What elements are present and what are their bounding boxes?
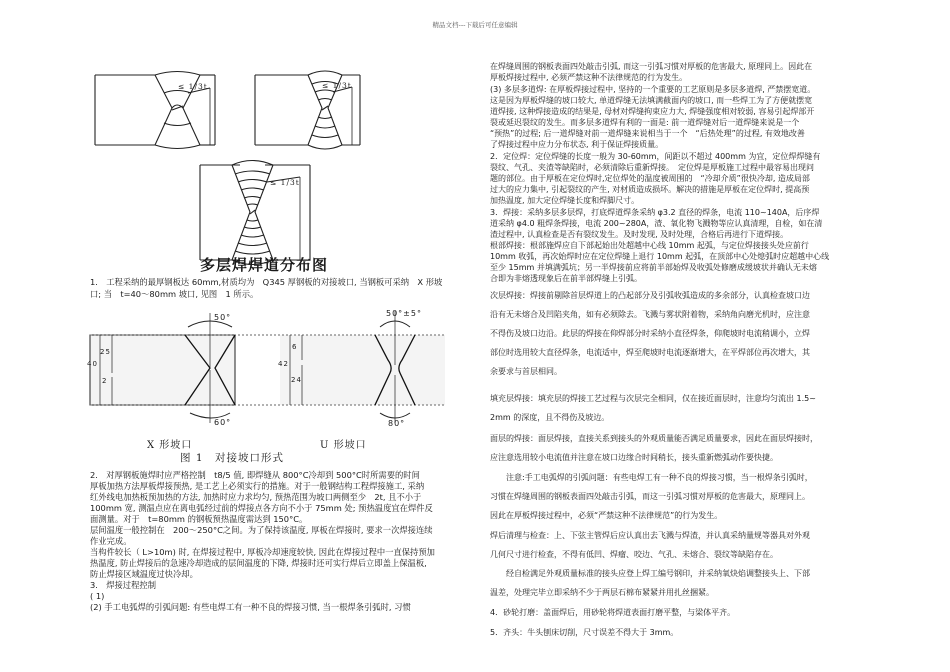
left-line-1: 1. 工程采纳的最厚钢板达 60mm,材质均为 Q345 厚钢板的对接坡口, 当钢板可采纳 X 形坡 <box>90 277 443 287</box>
right-line-7: “预热”的过程; 后一道焊缝对前一道焊缝来说相当于一个 “后热处理”的过程, 有效地改善 <box>490 129 805 138</box>
right-line-38: 5．齐头：牛头刨床切削，尺寸误差不得大于 3mm。 <box>490 628 679 637</box>
right-line-33: 焊后清理与检查：上、下弦主管焊后应认真出去飞溅与焊渣，并认真采纳量规等器具对外观 <box>490 531 810 540</box>
right-line-10: 裂纹、气孔、夹渣等缺陷时，必须清除后重新焊接。 定位焊是厚板施工过程中最容易出现问 <box>490 163 814 172</box>
u-angle-top-label: 50°±5° <box>386 309 422 318</box>
x-groove-label: X 形坡口 <box>147 440 193 451</box>
left-line-10: 当构件较长（ L>10m) 时, 在焊接过程中, 厚板冷却速度较快, 因此在焊接过程中一直保持预加 <box>90 547 435 557</box>
right-line-35: 经自检满足外观质量标准的接头应登上焊工编号钢印，并采纳氧炔焰调整接头上、下部 <box>490 569 810 578</box>
dim-2-label: 2 <box>102 377 108 385</box>
right-line-2: 厚板焊接过程中, 必须严禁这种不法律规范的行为发生。 <box>490 73 688 82</box>
right-line-26: 填充层焊接：填充层的焊接工艺过程与次层完全相同，仅在接近面层时，注意均匀流出 1.5~ <box>490 394 816 403</box>
right-line-36: 温差，处理完毕立即采纳不少于两层石棉布紧紧并用扎丝捆紧。 <box>490 588 714 597</box>
right-line-32: 因此在厚板焊接过程中，必须“严禁这种不法律规范”的行为发生。 <box>490 511 723 520</box>
multilayer-weld-diagram <box>60 60 410 285</box>
right-line-24: 部位时选用较大直径焊条，电流适中，焊至爬坡时电流逐渐增大，在平焊部位再次增大，其 <box>490 348 810 357</box>
dim-42-label: 42 <box>278 360 289 368</box>
left-line-4: 厚板加热方法厚板焊接预热, 是工艺上必须实行的措施。对于一般钢结构工程焊接施工, 采纳 <box>90 481 425 491</box>
dim-24-label: 24 <box>291 376 302 384</box>
right-line-8: 了焊接过程中应力分布状态, 利于保证焊接质量。 <box>490 140 664 149</box>
weld-limit-label-1: ≤ 1/3t <box>178 82 208 91</box>
groove-figure-caption: 图 1 对接坡口形式 <box>180 452 285 464</box>
left-line-2: 口; 当 t=40〜80mm 坡口, 见图 1 所示。 <box>90 289 259 299</box>
left-line-14: ( 1) <box>90 591 105 601</box>
dim-25-label: 25 <box>100 348 111 356</box>
right-line-19: 至少 15mm 并填满弧坑；另一半焊接前应将前半部始焊及收弧处修磨成缓坡状并确认无未熔 <box>490 263 817 272</box>
right-line-16: 渣过程中, 认真检查是否有裂纹发生。及时发现, 及时处理，合格后再进行下道焊接。 <box>490 230 789 239</box>
right-line-27: 2mm 的深度，且不得伤及坡边。 <box>490 413 610 422</box>
right-line-28: 面层的焊接：面层焊接，直接关系到接头的外观质量能否满足质量要求，因此在面层焊接时， <box>490 434 818 443</box>
right-line-17: 根部焊接：根部施焊应自下部起始出处超越中心线 10mm 起弧，与定位焊接接头处应前行 <box>490 241 809 250</box>
right-line-37: 4．砂轮打磨：盖面焊后，用砂轮将焊道表面打磨平整，与梁体平齐。 <box>490 608 736 617</box>
right-line-14: 3．焊接：采纳多层多层焊，打底焊道焊条采纳 φ3.2 直径的焊条，电流 110~140A，后序焊 <box>490 208 820 217</box>
left-line-5: 红外线电加热板预加热的方法, 加热时应力求均匀, 预热范围为坡口两侧至少 2t, 且不小于 <box>90 492 422 502</box>
right-line-5: 道焊接, 这种焊接造成的结果是, 母材对焊缝拘束应力大, 焊缝强度相对较弱, 容易引起焊部开 <box>490 107 815 116</box>
right-line-12: 过大的应力集中, 引起裂纹的产生, 对材质造成损坏。解决的措施是厚板在定位焊时, 提高预 <box>490 185 810 194</box>
left-line-3: 2. 对厚钢板施焊时应严格控制 t8/5 值, 即焊缝从 800°C冷却到 500°C时所需要的时间 <box>90 470 420 480</box>
multilayer-weld-title: 多层焊焊道分布图 <box>200 256 329 274</box>
weld-limit-label-2: ≤ 1/3t <box>322 81 352 90</box>
left-line-8: 层间温度一般控制在 200〜250°C之间。为了保持该温度, 厚板在焊接时, 要求一次焊接连续 <box>90 525 433 535</box>
groove-diagram <box>70 305 480 427</box>
right-line-30: 注意:手工电弧焊的引弧问题：有些电焊工有一种不良的焊接习惯，当一根焊条引弧时， <box>490 473 813 482</box>
right-line-21: 次层焊接：焊接前剔除首层焊道上的凸起部分及引弧收弧造成的多余部分，认真检查坡口边 <box>490 291 810 300</box>
right-line-34: 几何尺寸进行检查，不得有低凹、焊瘤、咬边、气孔、未熔合、裂纹等缺陷存在。 <box>490 550 778 559</box>
right-line-25: 余要求与首层相同。 <box>490 367 562 376</box>
right-line-20: 合即为非熔透现象后在前半部焊缝上引弧。 <box>490 274 642 283</box>
dim-6-label: 6 <box>292 343 298 351</box>
left-line-11: 热温度, 防止焊接后的急速冷却造成的层间温度的下降, 焊接时还可实行焊后立即盖上保温板, <box>90 558 427 568</box>
right-line-29: 应注意选用较小电流值并注意在坡口边缘合时间稍长，接头重新燃弧动作要快捷。 <box>490 453 778 462</box>
right-line-1: 在焊缝周围的钢板表面四处敲击引弧, 而这一引弧习惯对厚板的危害最大, 原理同上。因此在 <box>490 62 813 71</box>
right-line-15: 道采纳 φ4.0 粗焊条焊接，电流 200~280A，渣、氧化物飞溅物等应认真清理，自检，如在清 <box>490 219 823 228</box>
right-line-3: (3) 多层多道焊: 在厚板焊接过程中, 坚持的一个重要的工艺原则是多层多道焊, 严禁摆宽道。 <box>490 85 816 94</box>
right-line-6: 裂或延迟裂纹的发生。而多层多道焊有利的一面是: 前一道焊缝对后一道焊缝来说是一个 <box>490 118 800 127</box>
right-line-11: 题的部位。由于厚板在定位焊时,定位焊处的温度被周围的 “冷却介质”很快冷却, 造成局部 <box>490 174 810 183</box>
left-line-9: 作业完成。 <box>90 536 132 546</box>
right-line-23: 不得伤及坡口边沿。此层的焊接在仰焊部分时采纳小直径焊条，仰爬坡时电流稍调小，立焊 <box>490 329 810 338</box>
right-line-18: 10mm 收弧，再次始焊时应在定位焊缝上退行 10mm 起弧，在顶部中心处熄弧时应超越中心线 <box>490 252 830 261</box>
page-header: 精品文档---下载后可任意编辑 <box>432 21 518 29</box>
left-line-7: 面测量。对于 t=80mm 的钢板预热温度需达到 150°C。 <box>90 514 308 524</box>
left-line-15: (2) 手工电弧焊的引弧问题: 有些电焊工有一种不良的焊接习惯, 当一根焊条引弧时, 习惯 <box>90 602 411 612</box>
u-groove-label: U 形坡口 <box>320 440 367 451</box>
left-line-6: 100mm 宽, 测温点应在离电弧经过前的焊接点各方向不小于 75mm 处; 预热温度宜在焊件反 <box>90 503 433 513</box>
right-line-22: 沿有无未熔合及凹陷夹角，如有必须除去。飞溅与雾状附着物，采纳角向磨光机时，应注意 <box>490 310 810 319</box>
right-line-9: 2．定位焊：定位焊缝的长度一般为 30-60mm，间距以不超过 400mm 为宜，定位焊焊缝有 <box>490 152 821 161</box>
x-angle-top-label: 50° <box>214 313 232 322</box>
right-line-13: 加热温度, 加大定位焊缝长度和焊脚尺寸。 <box>490 196 640 205</box>
left-line-13: 3. 焊接过程控制 <box>90 580 156 590</box>
right-line-31: 习惯在焊缝周围的钢板表面四处敲击引弧，而这一引弧习惯对厚板的危害最大，原理同上。 <box>490 492 810 501</box>
left-line-12: 防止焊接区域温度过快冷却。 <box>90 569 198 579</box>
weld-limit-label-3: ≤ 1/3t <box>270 178 300 187</box>
x-angle-bottom-label: 60° <box>214 418 232 427</box>
dim-40-label: 40 <box>87 360 98 368</box>
right-line-4: 这是因为厚板焊缝的坡口较大, 单道焊缝无法填满截面内的坡口, 而一些焊工为了方便就摆宽 <box>490 96 813 105</box>
u-angle-bottom-label: 80° <box>388 419 406 428</box>
